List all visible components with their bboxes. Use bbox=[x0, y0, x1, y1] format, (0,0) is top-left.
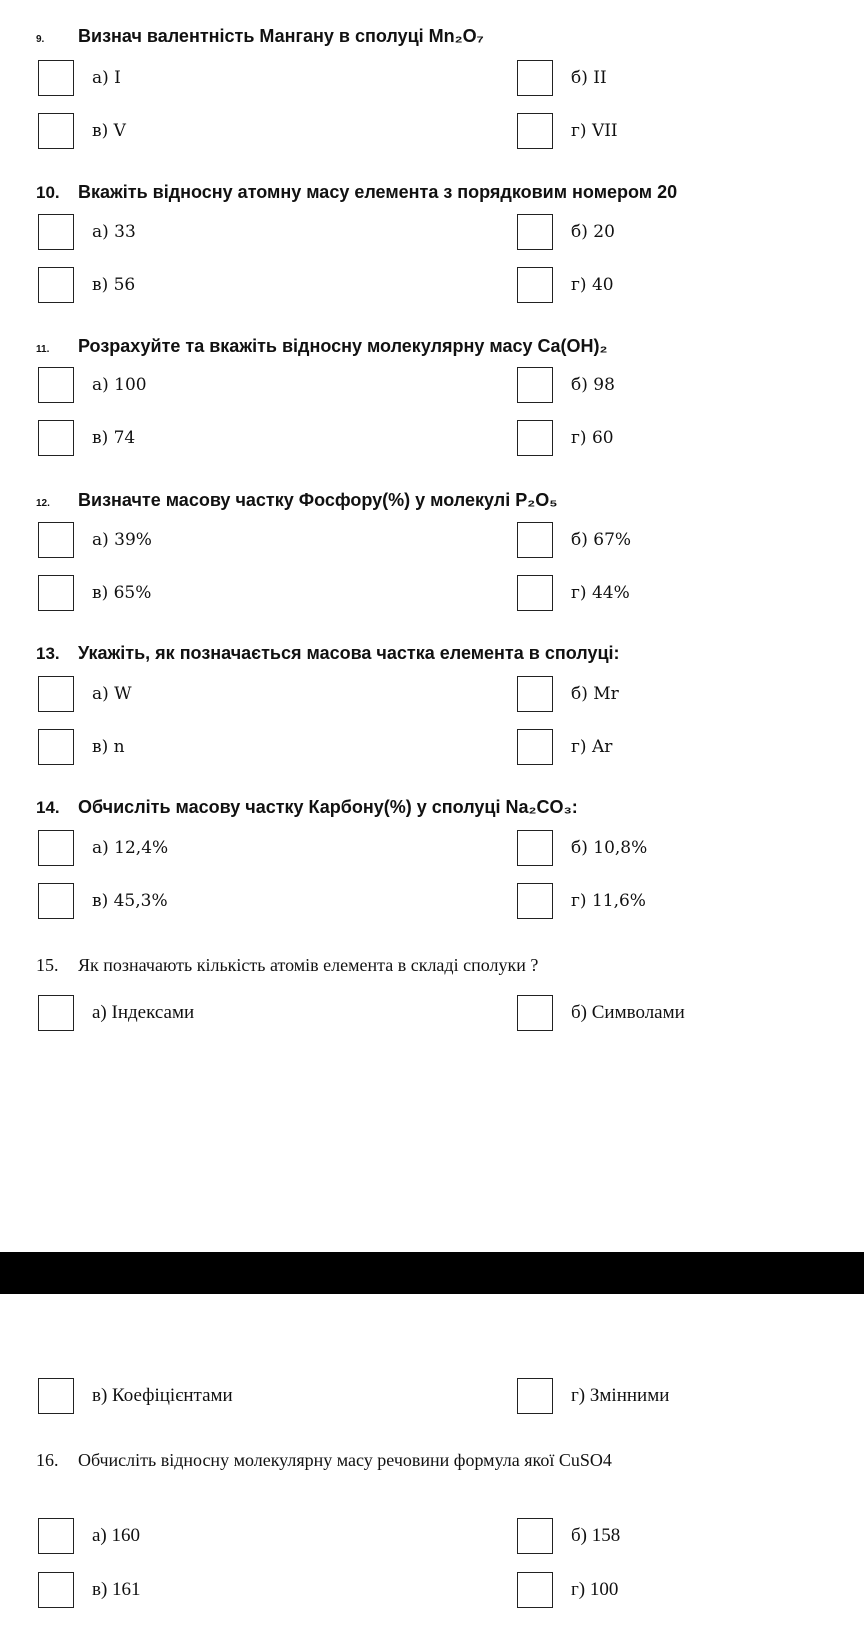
option-14-a[interactable] bbox=[38, 830, 168, 866]
option-label: в) 56 bbox=[92, 275, 136, 295]
checkbox[interactable] bbox=[517, 1378, 553, 1414]
checkbox[interactable] bbox=[38, 1572, 74, 1608]
checkbox[interactable] bbox=[38, 676, 74, 712]
option-14-d[interactable] bbox=[517, 883, 646, 919]
option-15-c[interactable] bbox=[38, 1378, 233, 1414]
option-14-c[interactable] bbox=[38, 883, 168, 919]
checkbox[interactable] bbox=[517, 729, 553, 765]
option-13-d[interactable] bbox=[517, 729, 612, 765]
question-text: Обчисліть відносну молекулярну масу речовини формула якої CuSO4 bbox=[78, 1450, 612, 1470]
option-label: в) 74 bbox=[92, 428, 136, 448]
option-label: в) 161 bbox=[92, 1579, 141, 1600]
checkbox[interactable] bbox=[38, 995, 74, 1031]
checkbox[interactable] bbox=[517, 267, 553, 303]
option-10-d[interactable] bbox=[517, 267, 614, 303]
checkbox[interactable] bbox=[38, 1518, 74, 1554]
option-label: в) Коефіцієнтами bbox=[92, 1385, 233, 1406]
checkbox[interactable] bbox=[517, 1518, 553, 1554]
option-16-a[interactable] bbox=[38, 1518, 140, 1554]
question-15 bbox=[36, 955, 538, 976]
option-label: г) Ar bbox=[571, 737, 613, 757]
option-label: в) n bbox=[92, 737, 125, 757]
option-label: б) 98 bbox=[571, 375, 615, 395]
option-9-c[interactable] bbox=[38, 113, 126, 149]
checkbox[interactable] bbox=[38, 420, 74, 456]
option-13-b[interactable] bbox=[517, 676, 619, 712]
option-label: б) Символами bbox=[571, 1002, 685, 1023]
option-label: а) I bbox=[92, 68, 121, 88]
question-text: Вкажіть відносну атомну масу елемента з порядковим номером 20 bbox=[78, 182, 678, 202]
option-label: б) II bbox=[571, 68, 607, 88]
option-15-d[interactable] bbox=[517, 1378, 669, 1414]
question-text: Як позначають кількість атомів елемента в складі сполуки ? bbox=[78, 955, 539, 975]
option-label: г) Змінними bbox=[571, 1385, 670, 1406]
option-label: а) 12,4% bbox=[92, 838, 169, 858]
question-14 bbox=[36, 797, 578, 818]
question-text: Визнач валентність Мангану в сполуці Mn₂O₇ bbox=[78, 26, 484, 46]
checkbox[interactable] bbox=[38, 575, 74, 611]
option-9-b[interactable] bbox=[517, 60, 607, 96]
checkbox[interactable] bbox=[38, 729, 74, 765]
option-12-a[interactable] bbox=[38, 522, 152, 558]
option-label: б) 20 bbox=[571, 222, 615, 242]
option-label: б) 158 bbox=[571, 1525, 621, 1546]
option-12-c[interactable] bbox=[38, 575, 151, 611]
option-12-d[interactable] bbox=[517, 575, 630, 611]
checkbox[interactable] bbox=[517, 676, 553, 712]
checkbox[interactable] bbox=[517, 995, 553, 1031]
option-label: а) 100 bbox=[92, 375, 147, 395]
question-10 bbox=[36, 182, 677, 203]
question-11 bbox=[36, 336, 608, 357]
checkbox[interactable] bbox=[38, 267, 74, 303]
option-10-c[interactable] bbox=[38, 267, 135, 303]
checkbox[interactable] bbox=[517, 60, 553, 96]
option-12-b[interactable] bbox=[517, 522, 631, 558]
option-label: а) Індексами bbox=[92, 1002, 195, 1023]
black-divider-bar bbox=[0, 1252, 864, 1294]
option-label: в) 45,3% bbox=[92, 891, 168, 911]
question-9 bbox=[36, 26, 484, 47]
question-text: Розрахуйте та вкажіть відносну молекулярну масу Ca(OH)₂ bbox=[78, 336, 608, 356]
question-number: 12. bbox=[36, 498, 50, 509]
option-10-a[interactable] bbox=[38, 214, 136, 250]
checkbox[interactable] bbox=[517, 830, 553, 866]
option-15-b[interactable] bbox=[517, 995, 685, 1031]
question-text: Укажіть, як позначається масова частка елемента в сполуці: bbox=[78, 643, 620, 663]
question-number: 11. bbox=[36, 344, 50, 355]
checkbox[interactable] bbox=[38, 830, 74, 866]
option-label: г) 11,6% bbox=[571, 891, 646, 911]
checkbox[interactable] bbox=[38, 1378, 74, 1414]
question-text: Визначте масову частку Фосфору(%) у молекулі P₂O₅ bbox=[78, 490, 558, 510]
option-label: г) 44% bbox=[571, 583, 630, 603]
option-label: г) 100 bbox=[571, 1579, 619, 1600]
option-11-b[interactable] bbox=[517, 367, 615, 403]
option-14-b[interactable] bbox=[517, 830, 647, 866]
option-label: а) W bbox=[92, 684, 132, 704]
checkbox[interactable] bbox=[517, 575, 553, 611]
checkbox[interactable] bbox=[517, 522, 553, 558]
option-13-a[interactable] bbox=[38, 676, 132, 712]
option-label: б) 67% bbox=[571, 530, 632, 550]
option-13-c[interactable] bbox=[38, 729, 125, 765]
option-label: г) VII bbox=[571, 121, 618, 141]
option-label: б) 10,8% bbox=[571, 838, 648, 858]
checkbox[interactable] bbox=[38, 367, 74, 403]
option-label: в) V bbox=[92, 121, 126, 141]
checkbox[interactable] bbox=[38, 60, 74, 96]
option-label: в) 65% bbox=[92, 583, 152, 603]
question-number: 15. bbox=[36, 955, 59, 975]
option-11-a[interactable] bbox=[38, 367, 147, 403]
option-16-b[interactable] bbox=[517, 1518, 620, 1554]
checkbox[interactable] bbox=[517, 420, 553, 456]
option-10-b[interactable] bbox=[517, 214, 615, 250]
option-label: г) 40 bbox=[571, 275, 614, 295]
question-number: 16. bbox=[36, 1450, 59, 1470]
checkbox[interactable] bbox=[517, 883, 553, 919]
question-text: Обчисліть масову частку Карбону(%) у сполуці Na₂CO₃: bbox=[78, 797, 578, 817]
option-label: а) 160 bbox=[92, 1525, 141, 1546]
option-label: б) Mr bbox=[571, 684, 619, 704]
question-number: 9. bbox=[36, 34, 45, 45]
checkbox[interactable] bbox=[38, 883, 74, 919]
question-number: 13. bbox=[36, 644, 60, 663]
option-9-d[interactable] bbox=[517, 113, 618, 149]
checkbox[interactable] bbox=[38, 522, 74, 558]
checkbox[interactable] bbox=[517, 214, 553, 250]
question-16 bbox=[36, 1450, 612, 1471]
option-11-c[interactable] bbox=[38, 420, 135, 456]
option-16-d[interactable] bbox=[517, 1572, 618, 1608]
option-label: а) 39% bbox=[92, 530, 152, 550]
option-15-a[interactable] bbox=[38, 995, 194, 1031]
checkbox[interactable] bbox=[517, 113, 553, 149]
checkbox[interactable] bbox=[517, 1572, 553, 1608]
option-label: г) 60 bbox=[571, 428, 614, 448]
checkbox[interactable] bbox=[38, 113, 74, 149]
question-number: 14. bbox=[36, 798, 60, 817]
option-11-d[interactable] bbox=[517, 420, 614, 456]
option-16-c[interactable] bbox=[38, 1572, 141, 1608]
option-label: а) 33 bbox=[92, 222, 136, 242]
checkbox[interactable] bbox=[38, 214, 74, 250]
option-9-a[interactable] bbox=[38, 60, 121, 96]
question-12 bbox=[36, 490, 557, 511]
checkbox[interactable] bbox=[517, 367, 553, 403]
question-13 bbox=[36, 643, 620, 664]
question-number: 10. bbox=[36, 183, 60, 202]
